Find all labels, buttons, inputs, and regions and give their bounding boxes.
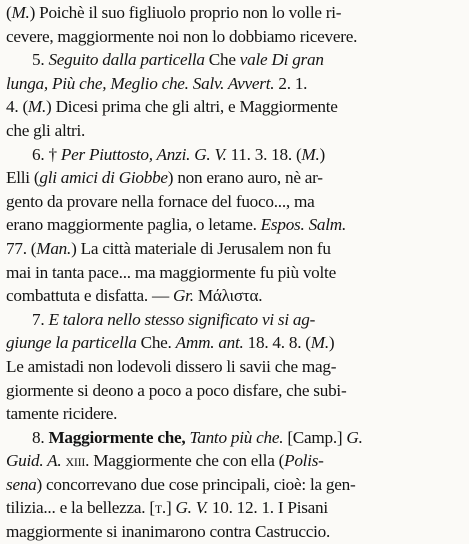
text-segment: Espos. Salm.	[260, 215, 347, 235]
text-segment: )	[328, 333, 335, 353]
text-segment: 7.	[32, 309, 49, 329]
text-segment: Polis-	[284, 451, 324, 471]
text-segment: Che.	[136, 333, 176, 353]
text-segment: 6. †	[32, 144, 61, 164]
text-segment: 77. (	[6, 238, 37, 258]
text-segment: G.	[346, 427, 363, 447]
text-segment: 18. 4. 8. (	[243, 333, 311, 353]
text-line	[6, 261, 461, 285]
text-segment: tamente ricidere.	[6, 404, 118, 424]
text-segment: Elli (	[6, 168, 40, 188]
text-segment: ) concorrevano due cose principali, cioè: la gen-	[36, 474, 356, 494]
text-line	[6, 237, 461, 261]
text-segment: Guid. A.	[6, 451, 62, 471]
text-segment: cevere, maggiormente noi non lo dobbiamo ricevere.	[6, 26, 358, 46]
text-segment: Seguito dalla particella	[48, 50, 205, 70]
text-segment: )	[319, 144, 326, 164]
text-line	[6, 426, 461, 450]
text-segment: mai in tanta pace... ma maggiormente fu più volte	[6, 262, 336, 282]
text-line	[6, 449, 461, 473]
text-segment: che gli altri.	[6, 120, 86, 140]
text-segment: gli amici di Giobbe	[39, 168, 168, 188]
text-segment: 10. 12. 1. I Pisani	[207, 498, 328, 518]
text-line	[6, 143, 461, 167]
text-line	[6, 48, 461, 72]
text-segment: M.	[27, 97, 47, 117]
text-line	[6, 166, 461, 190]
text-segment: lunga, Più che, Meglio che. Salv. Avvert.	[6, 73, 275, 93]
text-line	[6, 402, 461, 426]
text-line	[6, 72, 461, 96]
text-segment: ) Poichè il suo figliuolo proprio non lo volle ri-	[29, 3, 342, 22]
text-segment: Man.	[36, 238, 72, 258]
text-line	[6, 213, 461, 237]
text-line	[6, 379, 461, 403]
text-line	[6, 119, 461, 143]
text-segment: ]	[165, 498, 176, 518]
text-segment: Amm. ant.	[175, 333, 244, 353]
text-segment: M.	[301, 144, 320, 164]
text-segment: sena	[6, 474, 37, 494]
text-line	[6, 308, 461, 332]
text-line	[6, 520, 461, 544]
text-segment: 4. (	[6, 97, 28, 117]
text-line	[6, 284, 461, 308]
text-segment: . Maggiormente che con ella (	[85, 451, 285, 471]
text-segment: Gr.	[173, 286, 194, 306]
text-segment: ) Dicesi prima che gli altri, e Maggiormente	[46, 97, 338, 117]
text-segment: combattuta e disfatta. —	[6, 286, 174, 306]
text-line	[6, 1, 461, 25]
text-segment: ) non erano auro, nè ar-	[167, 168, 323, 188]
text-segment: M.	[310, 333, 329, 353]
text-segment: Le amistadi non lodevoli dissero li savii che mag-	[6, 356, 337, 376]
text-segment: giormente si deono a poco a poco disfare, che subi-	[6, 380, 347, 400]
text-segment: Per Piuttosto, Anzi. G. V.	[60, 144, 227, 164]
text-segment: M.	[11, 3, 30, 22]
text-segment: 5.	[32, 50, 49, 70]
text-line	[6, 331, 461, 355]
text-segment: t.	[154, 498, 166, 518]
text-segment: Maggiormente che,	[48, 427, 186, 447]
text-segment: 2. 1.	[274, 73, 308, 93]
text-segment: Μάλιστα.	[193, 286, 263, 306]
text-segment: erano maggiormente paglia, o letame.	[6, 215, 261, 235]
text-segment: 8.	[32, 427, 49, 447]
text-segment: (	[6, 3, 12, 22]
text-segment: maggiormente si inanimarono contra Castruccio.	[6, 522, 331, 542]
text-segment: giunge la particella	[6, 333, 137, 353]
text-segment: xiii	[65, 451, 86, 471]
text-segment: G. V.	[175, 498, 208, 518]
text-segment: tilizia... e la bellezza. [	[6, 498, 155, 518]
text-segment: E talora nello stesso significato vi si ag-	[48, 309, 316, 329]
text-line	[6, 95, 461, 119]
text-segment: gento da provare nella fornace del fuoco..., ma	[6, 191, 315, 211]
text-line	[6, 355, 461, 379]
text-segment: Che	[204, 50, 240, 70]
text-segment: Tanto più che.	[189, 427, 284, 447]
text-segment: [Camp.]	[283, 427, 347, 447]
text-segment: 11. 3. 18. (	[226, 144, 302, 164]
text-segment: ) La città materiale di Jerusalem non fu	[71, 238, 331, 258]
text-line	[6, 190, 461, 214]
dictionary-entry-text	[6, 1, 461, 544]
text-line	[6, 25, 461, 49]
text-line	[6, 496, 461, 520]
text-segment: vale Di gran	[239, 50, 324, 70]
